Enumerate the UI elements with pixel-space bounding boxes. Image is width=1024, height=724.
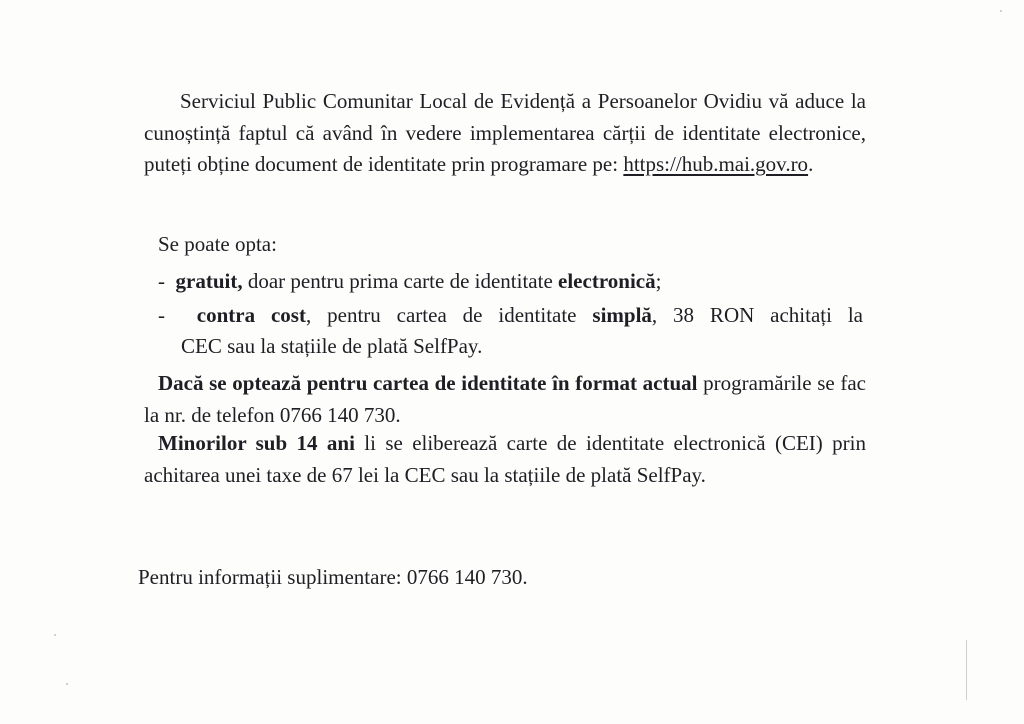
intro-paragraph xyxy=(144,86,866,181)
footer-info: Pentru informații suplimentare: 0766 140 730. xyxy=(138,565,528,589)
current-format-bold: Dacă se optează pentru cartea de identitate în format actual xyxy=(158,371,698,395)
option-paid-price: , 38 RON achitați la xyxy=(651,303,864,327)
option-paid xyxy=(158,300,863,331)
list-dash: - xyxy=(158,269,165,293)
option-paid-text: , pentru cartea de identitate xyxy=(305,303,593,327)
intro-end: . xyxy=(808,152,814,176)
list-dash: - xyxy=(158,303,165,327)
option-free-type: electronică xyxy=(558,269,656,293)
minors-text: li se eliberează carte de identitate electronică (CEI) prin achitarea unei taxe de 67 lei la CEC sau la stațiile de plată SelfPay. xyxy=(144,431,866,487)
option-paid-label: contra cost xyxy=(196,303,306,327)
scan-artifact xyxy=(966,640,967,700)
current-format-paragraph xyxy=(144,368,866,431)
intro-text: Serviciul Public Comunitar Local de Evidență a Persoanelor Ovidiu vă aduce la cunoștință faptul că având în vedere implementarea cărții de identitate electronice, puteți obține document de identitate prin programare pe: xyxy=(144,89,866,176)
minors-paragraph xyxy=(144,428,866,491)
current-format-text: programările se fac la nr. de telefon 0766 140 730. xyxy=(144,371,866,427)
option-free xyxy=(158,266,661,297)
scan-artifact xyxy=(1000,10,1002,12)
option-free-text: doar pentru prima carte de identitate xyxy=(242,269,559,293)
option-paid-continuation: CEC sau la stațiile de plată SelfPay. xyxy=(181,334,483,358)
option-paid-type: simplă xyxy=(592,303,652,327)
option-free-end: ; xyxy=(655,269,662,293)
appointment-link[interactable]: https://hub.mai.gov.ro xyxy=(623,152,809,176)
option-free-label: gratuit, xyxy=(175,269,243,293)
minors-bold: Minorilor sub 14 ani xyxy=(158,431,355,455)
options-heading: Se poate opta: xyxy=(158,232,277,256)
scan-artifact xyxy=(54,634,56,636)
scan-artifact xyxy=(66,683,68,685)
